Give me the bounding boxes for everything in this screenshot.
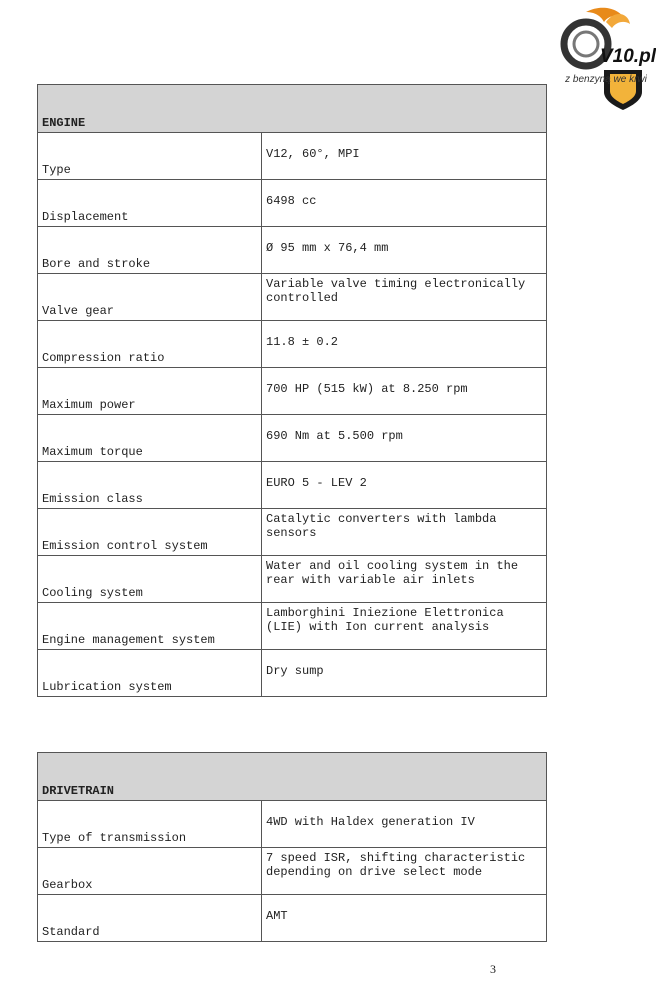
spec-value: 4WD with Haldex generation IV <box>262 801 547 848</box>
table-row <box>38 650 547 697</box>
spec-value: 6498 cc <box>262 180 547 227</box>
table-row <box>38 321 547 368</box>
logo-tagline: z benzyną we krwi <box>565 74 647 85</box>
spec-value: V12, 60°, MPI <box>262 133 547 180</box>
spec-value: Lamborghini Iniezione Elettronica (LIE) with Ion current analysis <box>262 603 547 650</box>
spec-value: 7 speed ISR, shifting characteristic depending on drive select mode <box>262 848 547 895</box>
table-row <box>38 180 547 227</box>
spec-value: Catalytic converters with lambda sensors <box>262 509 547 556</box>
logo-brand-text: V10.pl <box>600 46 656 67</box>
spec-label: Compression ratio <box>38 321 262 368</box>
spec-label: Displacement <box>38 180 262 227</box>
drivetrain-title: DRIVETRAIN <box>38 753 262 801</box>
table-row <box>38 603 547 650</box>
spec-value: 690 Nm at 5.500 rpm <box>262 415 547 462</box>
drivetrain-header-row <box>38 753 547 801</box>
spec-label: Maximum power <box>38 368 262 415</box>
engine-header-row <box>38 85 547 133</box>
table-row <box>38 895 547 942</box>
spec-value: AMT <box>262 895 547 942</box>
spec-value: Dry sump <box>262 650 547 697</box>
table-row <box>38 133 547 180</box>
table-row <box>38 801 547 848</box>
spec-value: Water and oil cooling system in the rear with variable air inlets <box>262 556 547 603</box>
spec-label: Bore and stroke <box>38 227 262 274</box>
spec-label: Type <box>38 133 262 180</box>
table-row <box>38 274 547 321</box>
v10-logo-mark <box>556 4 656 112</box>
table-row <box>38 415 547 462</box>
spec-value: 11.8 ± 0.2 <box>262 321 547 368</box>
table-row <box>38 368 547 415</box>
engine-title: ENGINE <box>38 85 262 133</box>
spec-value: EURO 5 - LEV 2 <box>262 462 547 509</box>
drivetrain-header-blank <box>262 753 547 801</box>
spec-value: Ø 95 mm x 76,4 mm <box>262 227 547 274</box>
drivetrain-table <box>37 752 547 942</box>
table-row <box>38 556 547 603</box>
spec-value: Variable valve timing electronically controlled <box>262 274 547 321</box>
table-row <box>38 462 547 509</box>
spec-label: Type of transmission <box>38 801 262 848</box>
table-row <box>38 227 547 274</box>
spec-value: 700 HP (515 kW) at 8.250 rpm <box>262 368 547 415</box>
spec-label: Cooling system <box>38 556 262 603</box>
v10-logo <box>556 4 656 112</box>
table-row <box>38 848 547 895</box>
spec-label: Gearbox <box>38 848 262 895</box>
spec-label: Lubrication system <box>38 650 262 697</box>
spec-label: Engine management system <box>38 603 262 650</box>
spec-label: Maximum torque <box>38 415 262 462</box>
spec-label: Emission class <box>38 462 262 509</box>
engine-header-blank <box>262 85 547 133</box>
spec-label: Valve gear <box>38 274 262 321</box>
engine-table <box>37 84 547 697</box>
spec-label: Emission control system <box>38 509 262 556</box>
spec-label: Standard <box>38 895 262 942</box>
page-number: 3 <box>490 962 496 976</box>
table-row <box>38 509 547 556</box>
